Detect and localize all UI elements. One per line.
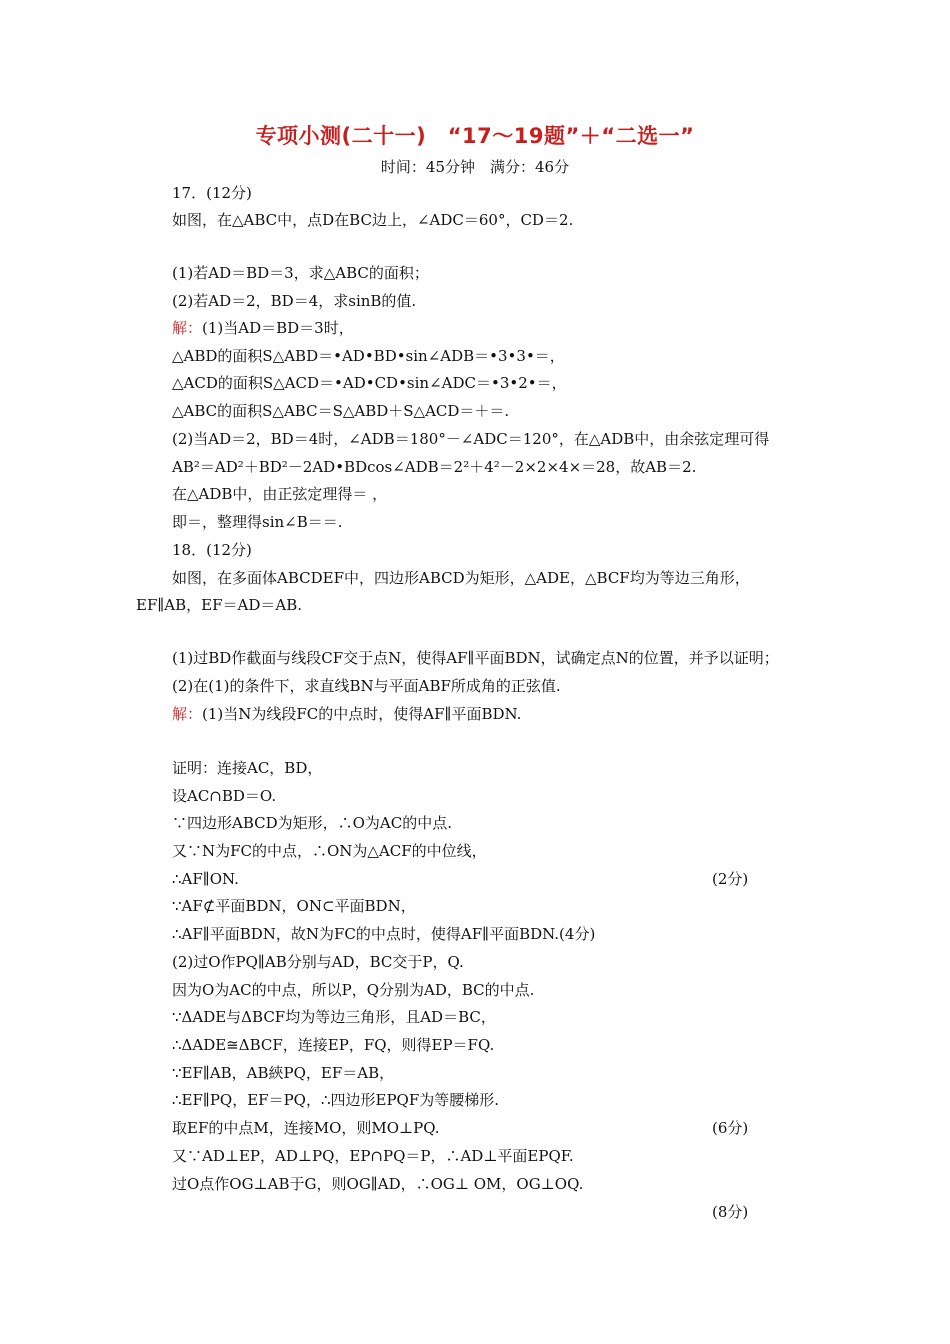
q17-solution-line: △ACD的面积S△ACD＝•AD•CD•sin∠ADC＝•3•2•＝， (172, 374, 567, 392)
q17-solution-first: (1)当AD＝BD＝3时， (202, 319, 354, 337)
score-label: (6分) (712, 1119, 749, 1137)
q17-number: 17．(12分) (172, 184, 252, 202)
q18-proof-line: 又∵AD⊥EP，AD⊥PQ，EP∩PQ＝P，∴AD⊥平面EPQF. (172, 1147, 574, 1165)
q18-proof-line: 设AC∩BD＝O. (172, 787, 277, 805)
q17-solution-line: 即＝，整理得sin∠B＝＝. (172, 513, 343, 531)
q18-solution-label: 解： (172, 705, 203, 723)
q18-proof-line: ∴ΔADE≅ΔBCF，连接EP，FQ，则得EP＝FQ. (172, 1036, 495, 1054)
q18-stem-line1: 如图，在多面体ABCDEF中，四边形ABCD为矩形，△ADE，△BCF均为等边三角形， (172, 569, 750, 587)
page-subtitle: 时间：45分钟 满分：46分 (380, 158, 570, 176)
q17-solution-line: △ABD的面积S△ABD＝•AD•BD•sin∠ADB＝•3•3•＝， (172, 347, 565, 365)
q18-proof-line: ∴EF∥PQ，EF＝PQ，∴四边形EPQF为等腰梯形. (172, 1091, 500, 1109)
q18-proof-line: (2)过O作PQ∥AB分别与AD，BC交于P，Q. (172, 953, 464, 971)
q17-part2: (2)若AD＝2，BD＝4，求sinB的值. (172, 292, 417, 310)
score-label: (2分) (712, 870, 749, 888)
q18-proof-line: ∴AF∥ON. (172, 870, 239, 888)
q17-solution-label: 解： (172, 319, 203, 337)
q18-solution-line (172, 704, 521, 724)
q18-proof-line: ∵AF⊄平面BDN，ON⊂平面BDN， (172, 897, 416, 915)
q18-proof-line: 因为O为AC的中点，所以P，Q分别为AD，BC的中点. (172, 981, 535, 999)
q17-solution-line: AB²＝AD²＋BD²－2AD•BDcos∠ADB＝2²＋4²－2×2×4×＝28，故AB＝2. (172, 458, 697, 476)
q18-proof-line: ∵EF∥AB，AB綊PQ，EF＝AB， (172, 1064, 395, 1082)
q17-solution-line: 在△ADB中，由正弦定理得＝ ， (172, 485, 388, 503)
q17-solution-line: △ABC的面积S△ABC＝S△ABD＋S△ACD＝＋＝. (172, 402, 510, 420)
score-label: (8分) (712, 1203, 749, 1221)
q18-proof-line: ∵四边形ABCD为矩形，∴O为AC的中点. (172, 814, 453, 832)
q17-part1: (1)若AD＝BD＝3，求△ABC的面积； (172, 264, 429, 282)
q18-proof-line: 取EF的中点M，连接MO，则MO⊥PQ. (172, 1119, 440, 1137)
q17-solution-line (172, 318, 354, 338)
q18-proof-line: 证明：连接AC，BD， (172, 759, 323, 777)
q18-solution-first: (1)当N为线段FC的中点时，使得AF∥平面BDN. (202, 705, 522, 723)
page-title: 专项小测(二十一) “17～19题”＋“二选一” (255, 124, 695, 148)
q18-proof-line: ∴AF∥平面BDN，故N为FC的中点时，使得AF∥平面BDN.(4分) (172, 925, 596, 943)
q18-number: 18．(12分) (172, 541, 252, 559)
q18-part2: (2)在(1)的条件下，求直线BN与平面ABF所成角的正弦值. (172, 677, 561, 695)
q18-proof-line: 又∵N为FC的中点，∴ON为△ACF的中位线， (172, 842, 487, 860)
q17-stem: 如图，在△ABC中，点D在BC边上，∠ADC＝60°，CD＝2. (172, 211, 574, 229)
q18-proof-line: 过O点作OG⊥AB于G，则OG∥AD，∴OG⊥ OM，OG⊥OQ. (172, 1175, 584, 1193)
q18-proof-line: ∵ΔADE与ΔBCF均为等边三角形，且AD＝BC， (172, 1008, 496, 1026)
q18-part1: (1)过BD作截面与线段CF交于点N，使得AF∥平面BDN，试确定点N的位置，并予以证明； (172, 649, 779, 667)
q17-solution-line: (2)当AD＝2，BD＝4时，∠ADB＝180°－∠ADC＝120°，在△ADB中，由余弦定理可得 (172, 430, 770, 448)
q18-stem-line2: EF∥AB，EF＝AD＝AB. (136, 596, 302, 614)
